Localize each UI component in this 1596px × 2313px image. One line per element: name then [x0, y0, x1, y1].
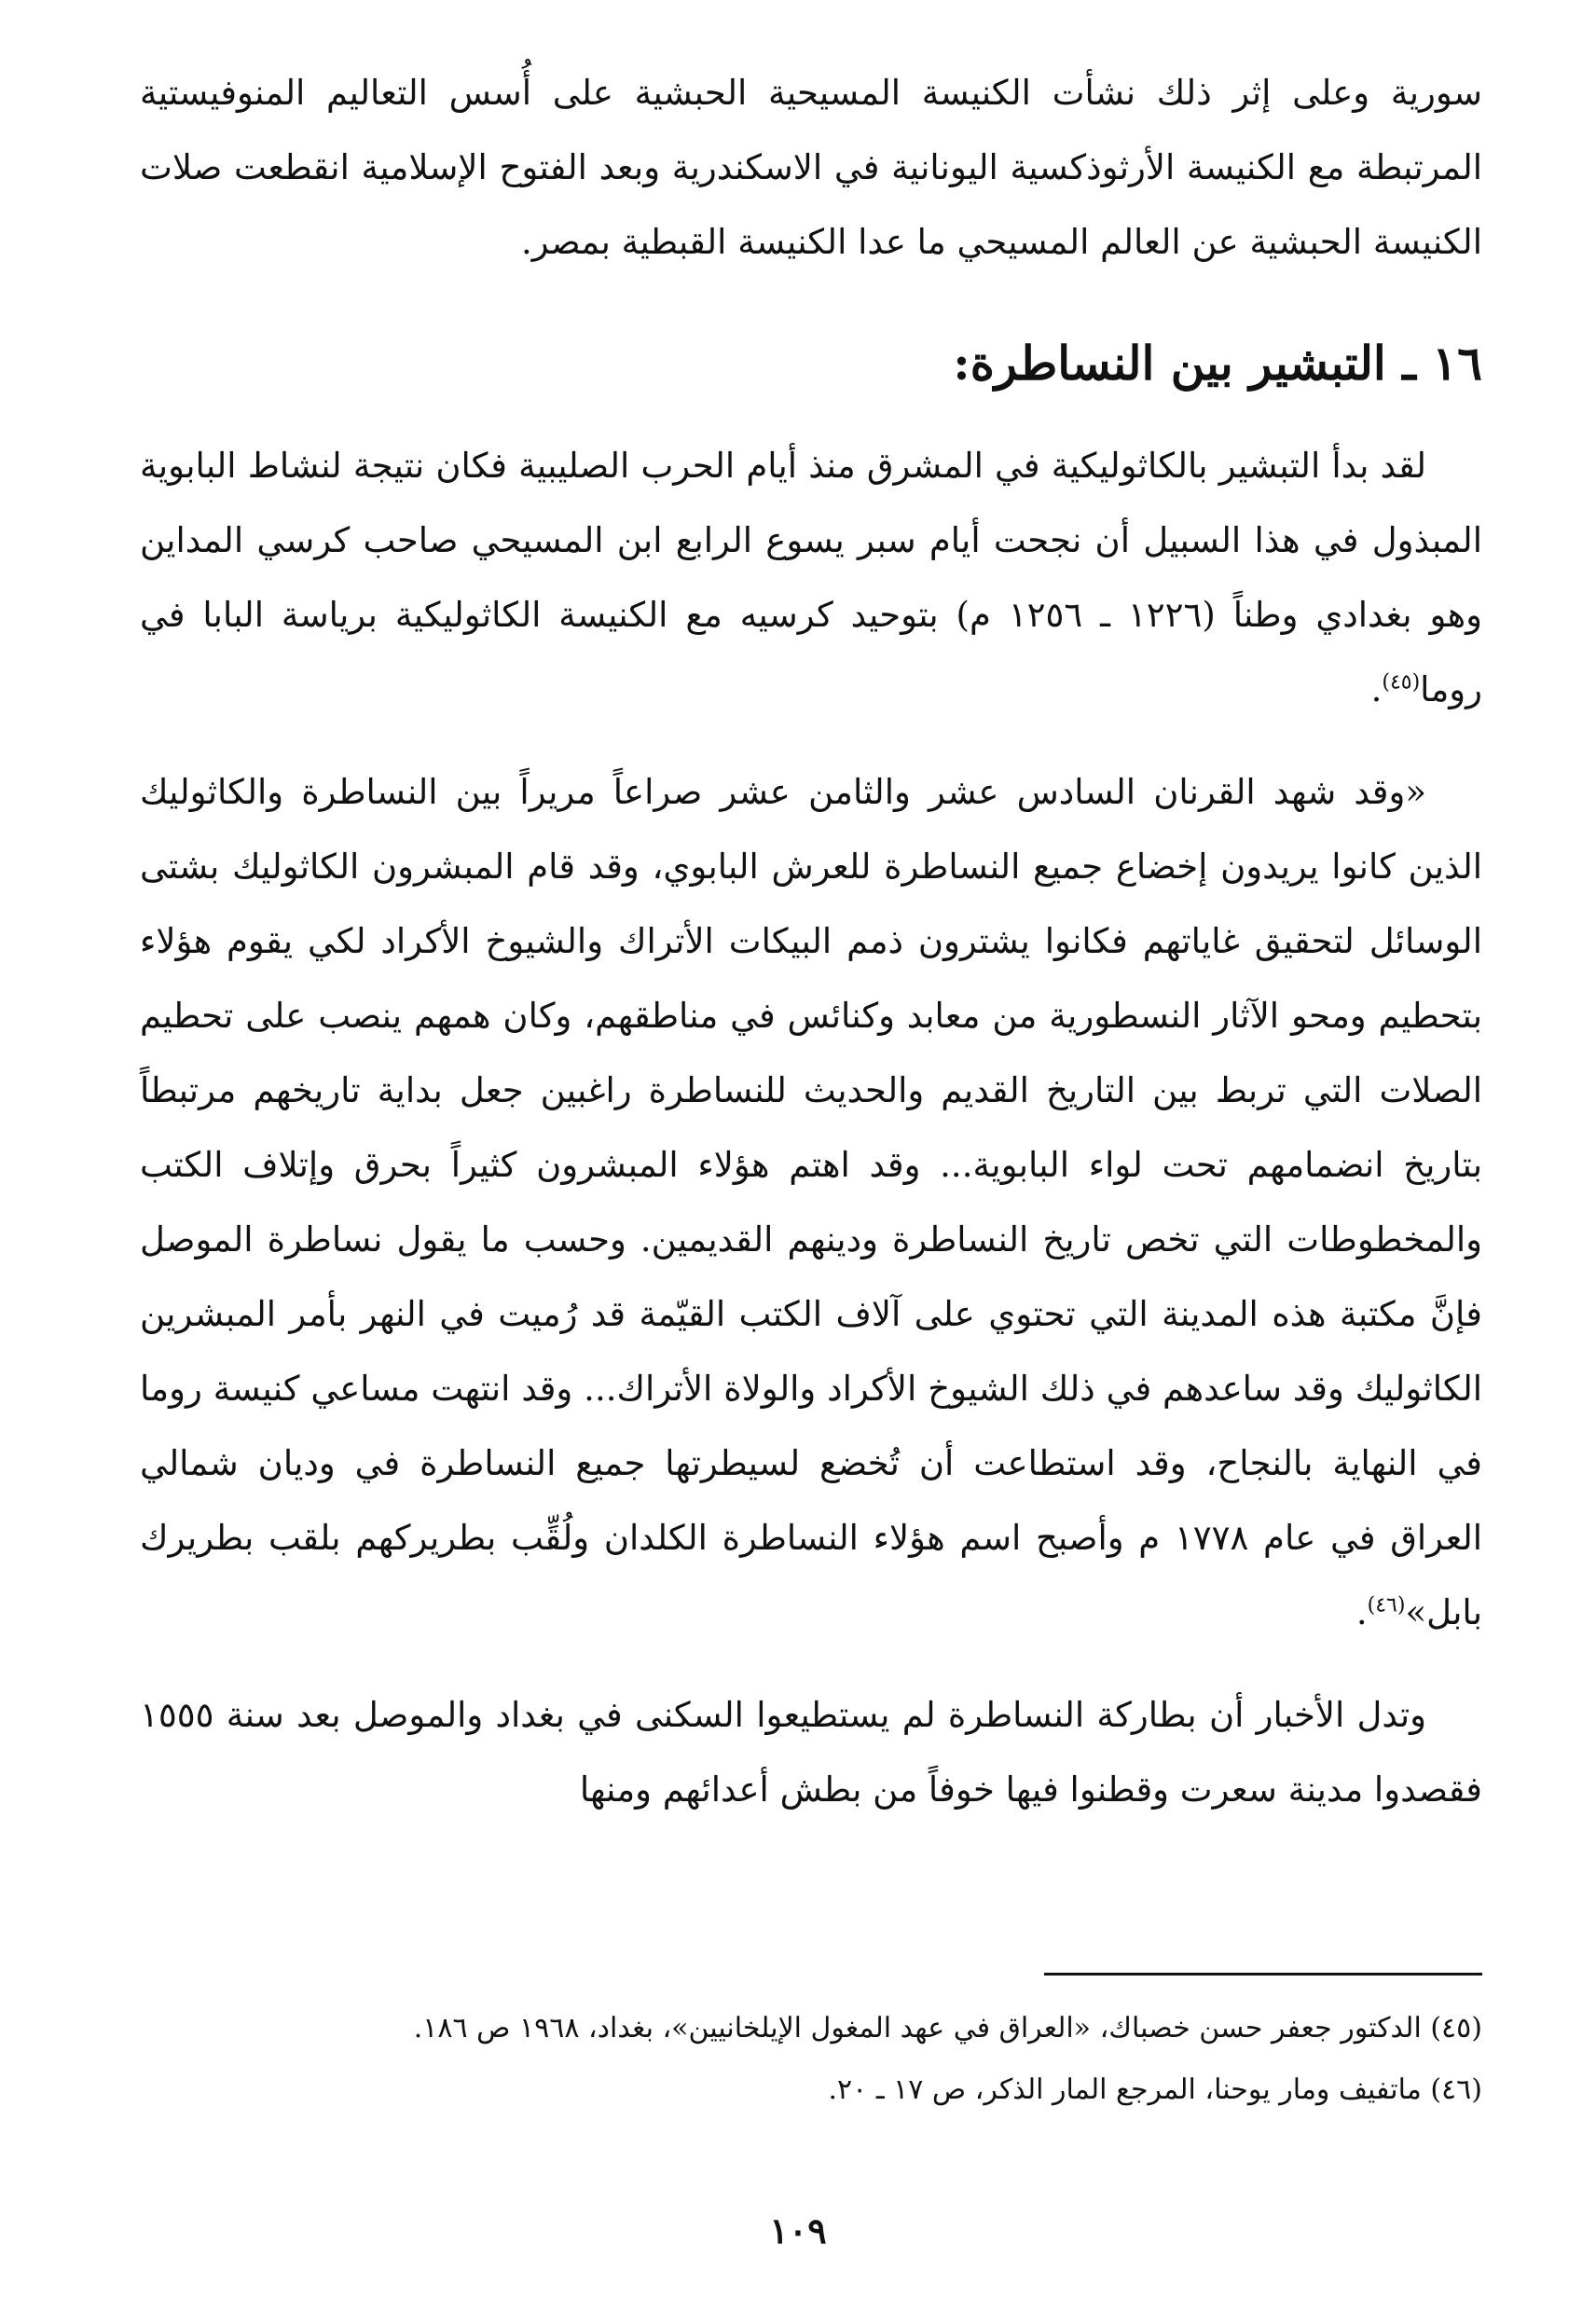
spacer: [140, 1650, 1482, 1678]
spacer: [140, 280, 1482, 326]
page-number: ١٠٩: [769, 2210, 827, 2251]
paragraph-3: وتدل الأخبار أن بطاركة النساطرة لم يستطيعوا السكنى في بغداد والموصل بعد سنة ١٥٥٥ فقصدوا مدينة سعرت وقطنوا فيها خوفاً من بطش أعدائهم ومنها: [140, 1695, 1482, 1810]
footnote-45: [158, 2004, 1482, 2053]
paragraph-quote-text: «وقد شهد القرنان السادس عشر والثامن عشر صراعاً مريراً بين النساطرة والكاثوليك الذين كانوا يريدون إخضاع جميع النساطرة للعرش البابوي، وقد قام المبشرون الكاثوليك بشتى الوسائل لتحقيق غاياتهم فكانوا يشترون ذمم البيكات الأتراك والشيوخ الأكراد لكي يقوم هؤلاء بتحطيم ومحو الآثار النسطورية من معابد وكنائس في مناطقهم، وكان همهم ينصب على تحطيم الصلات التي تربط بين التاريخ القديم والحديث للنساطرة راغبين جعل بداية تاريخهم مرتبطاً بتاريخ انضمامهم تحت لواء البابوية... وقد اهتم هؤلاء المبشرون كثيراً بحرق وإتلاف الكتب والمخطوطات التي تخص تاريخ النساطرة ودينهم القديمين. وحسب ما يقول نساطرة الموصل فإنَّ مكتبة هذه المدينة التي تحتوي على آلاف الكتب القيّمة قد رُميت في النهر بأمر المبشرين الكاثوليك وقد ساعدهم في ذلك الشيوخ الأكراد والولاة الأتراك... وقد انتهت مساعي كنيسة روما في النهاية بالنجاح، وقد استطاعت أن تُخضع لسيطرتها جميع النساطرة في وديان شمالي العراق في عام ١٧٧٨ م وأصبح اسم هؤلاء النساطرة الكلدان ولُقِّب بطريركهم بلقب بطريرك بابل»: [140, 772, 1482, 1632]
paragraph-quote: «وقد شهد القرنان السادس عشر والثامن عشر صراعاً مريراً بين النساطرة والكاثوليك الذين كانوا يريدون إخضاع جميع النساطرة للعرش البابوي، وقد قام المبشرون الكاثوليك بشتى الوسائل لتحقيق غاياتهم فكانوا يشترون ذمم البيكات الأتراك والشيوخ الأكراد لكي يقوم هؤلاء بتحطيم ومحو الآثار النسطورية من معابد وكنائس في مناطقهم، وكان همهم ينصب على تحطيم الصلات التي تربط بين التاريخ القديم والحديث للنساطرة راغبين جعل بداية تاريخهم مرتبطاً بتاريخ انضمامهم تحت لواء البابوية... وقد اهتم هؤلاء المبشرون كثيراً بحرق وإتلاف الكتب والمخطوطات التي تخص تاريخ النساطرة ودينهم القديمين. وحسب ما يقول نساطرة الموصل فإنَّ مكتبة هذه المدينة التي تحتوي على آلاف الكتب القيّمة قد رُميت في النهر بأمر المبشرين الكاثوليك وقد ساعدهم في ذلك الشيوخ الأكراد والولاة الأتراك... وقد انتهت مساعي كنيسة روما في النهاية بالنجاح، وقد استطاعت أن تُخضع لسيطرتها جميع النساطرة في وديان شمالي العراق في عام ١٧٧٨ م وأصبح اسم هؤلاء النساطرة الكلدان ولُقِّب بطريركهم بلقب بطريرك بابل»$^{(٤٦)}$.: [140, 772, 1482, 1632]
spacer: [140, 401, 1482, 429]
footnote-text: ماتفيف ومار يوحنا، المرجع المار الذكر، ص ١٧ ـ ٢٠.: [828, 2073, 1422, 2106]
footnotes: [158, 2004, 1482, 2127]
footnote-number: (٤٦): [1430, 2073, 1482, 2106]
paragraph-1-text: لقد بدأ التبشير بالكاثوليكية في المشرق منذ أيام الحرب الصليبية فكان نتيجة لنشاط البابوية المبذول في هذا السبيل أن نجحت أيام سبر يسوع الرابع ابن المسيحي صاحب كرسي المداين وهو بغدادي وطناً (١٢٢٦ ـ ١٢٥٦ م) بتوحيد كرسيه مع الكنيسة الكاثوليكية برياسة البابا في روما: [140, 446, 1482, 709]
page-body: [140, 56, 1482, 1827]
section-heading: ١٦ ـ التبشير بين النساطرة:: [953, 336, 1482, 391]
footnote-ref-45: (٤٥): [1382, 670, 1421, 695]
footnote-number: (٤٥): [1430, 2012, 1482, 2045]
paragraph-intro: سورية وعلى إثر ذلك نشأت الكنيسة المسيحية الحبشية على أُسس التعاليم المنوفيستية المرتبطة مع الكنيسة الأرثوذكسية اليونانية في الاسكندرية وبعد الفتوح الإسلامية انقطعت صلات الكنيسة الحبشية عن العالم المسيحي ما عدا الكنيسة القبطية بمصر.: [140, 73, 1482, 262]
footnote-46: [158, 2066, 1482, 2114]
footnote-divider: [1044, 1973, 1482, 1976]
spacer: [140, 727, 1482, 755]
footnote-text: الدكتور جعفر حسن خصباك، «العراق في عهد المغول الإيلخانيين»، بغداد، ١٩٦٨ ص ١٨٦.: [413, 2012, 1422, 2045]
paragraph-1: لقد بدأ التبشير بالكاثوليكية في المشرق منذ أيام الحرب الصليبية فكان نتيجة لنشاط البابوية المبذول في هذا السبيل أن نجحت أيام سبر يسوع الرابع ابن المسيحي صاحب كرسي المداين وهو بغدادي وطناً (١٢٢٦ ـ ١٢٥٦ م) بتوحيد كرسيه مع الكنيسة الكاثوليكية برياسة البابا في روما$^{(٤٥)}$.: [140, 446, 1482, 709]
footnote-ref-46: (٤٦): [1367, 1593, 1406, 1618]
